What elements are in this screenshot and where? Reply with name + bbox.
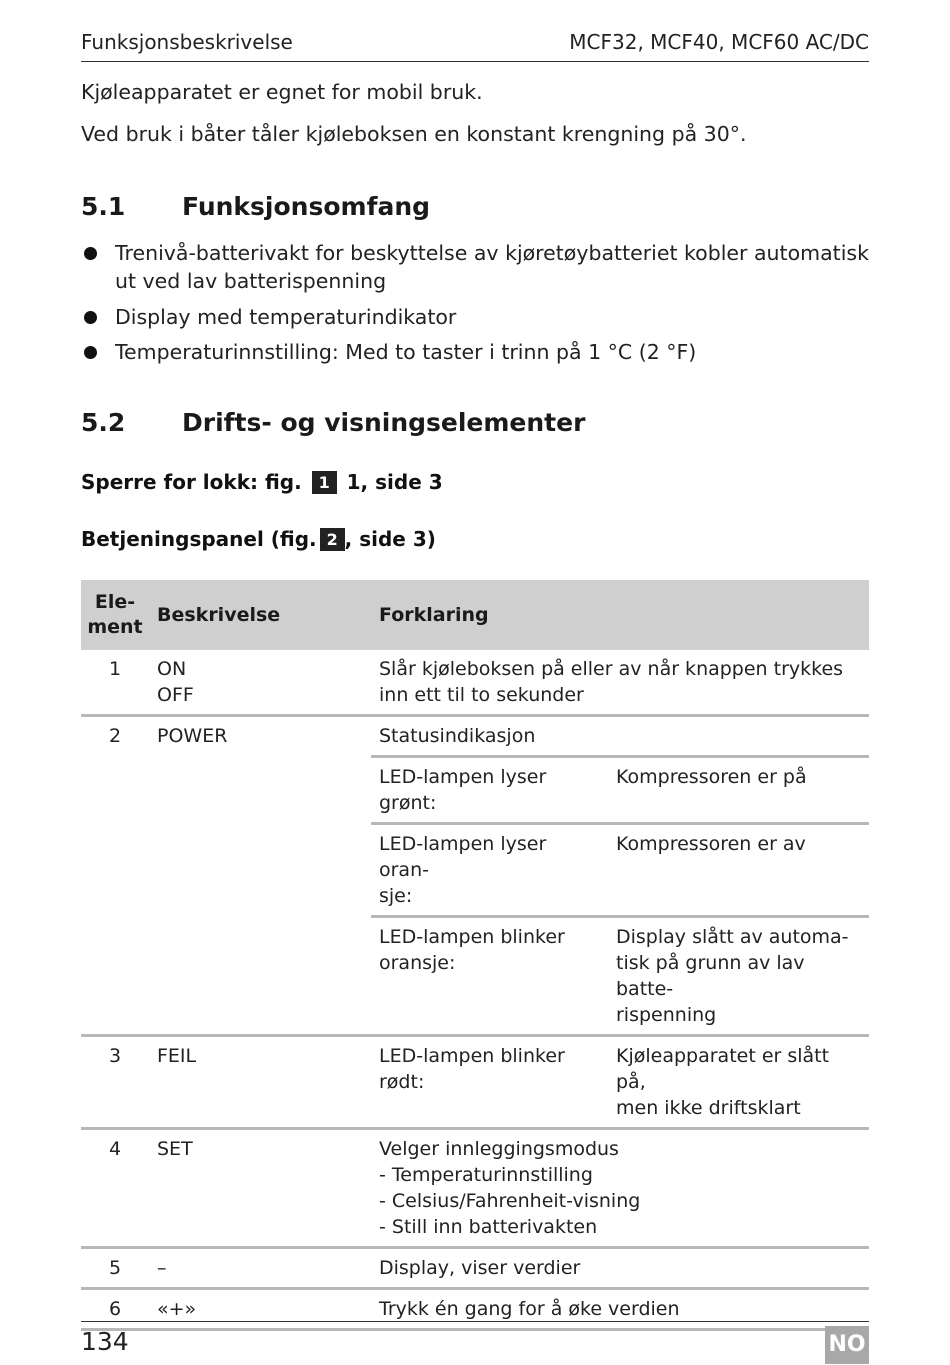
led-meaning: Kompressoren er av	[608, 824, 869, 917]
element-description: –	[149, 1248, 371, 1289]
table-row	[81, 716, 869, 757]
bullet-icon	[84, 346, 97, 359]
element-description: ON OFF	[149, 650, 371, 716]
led-state: LED-lampen lyser grønt:	[371, 757, 608, 824]
bullet-text: Trenivå-batterivakt for beskyttelse av kjøretøybatteriet kobler automatisk ut ved lav batterispenning	[115, 241, 869, 293]
figure-number-badge: 1	[312, 471, 337, 494]
element-number: 6	[81, 1289, 149, 1330]
bullet-icon	[84, 247, 97, 260]
page-number: 134	[81, 1327, 129, 1356]
led-state: LED-lampen lyser oran- sje:	[371, 824, 608, 917]
table-row	[81, 1129, 869, 1248]
table-row	[81, 1036, 869, 1129]
page-footer	[81, 1321, 869, 1365]
bullet-text: Display med temperaturindikator	[115, 305, 457, 329]
header-model: MCF32, MCF40, MCF60 AC/DC	[569, 30, 869, 54]
led-meaning: Display slått av automa- tisk på grunn av lav batte- rispenning	[608, 917, 869, 1036]
column-header-description: Beskrivelse	[149, 580, 371, 650]
element-explanation: Velger innleggingsmodus - Temperaturinnstilling - Celsius/Fahrenheit-visning - Still inn batterivakten	[371, 1129, 869, 1248]
element-explanation: Statusindikasjon	[371, 716, 869, 757]
element-explanation: Slår kjøleboksen på eller av når knappen trykkes inn ett til to sekunder	[371, 650, 869, 716]
element-description: FEIL	[149, 1036, 371, 1129]
element-explanation: Display, viser verdier	[371, 1248, 869, 1289]
column-header-explanation: Forklaring	[371, 580, 869, 650]
control-elements-table	[81, 580, 869, 1331]
led-state: LED-lampen blinker oransje:	[371, 917, 608, 1036]
element-description: POWER	[149, 716, 371, 1036]
element-explanation: Trykk én gang for å øke verdien	[371, 1289, 869, 1330]
element-number: 4	[81, 1129, 149, 1248]
element-number: 3	[81, 1036, 149, 1129]
bullet-icon	[84, 311, 97, 324]
subheading-text: Sperre for lokk: fig.	[81, 470, 302, 494]
section-title: Funksjonsomfang	[182, 192, 431, 221]
subheading-lid-lock	[81, 470, 443, 494]
intro-paragraph-2: Ved bruk i båter tåler kjøleboksen en konstant krengning på 30°.	[81, 122, 747, 146]
subheading-text: 1, side 3	[346, 470, 443, 494]
subheading-text: , side 3)	[344, 527, 436, 551]
element-number: 5	[81, 1248, 149, 1289]
header-chapter: Funksjonsbeskrivelse	[81, 30, 293, 54]
element-number: 1	[81, 650, 149, 716]
table-header-row	[81, 580, 869, 650]
led-meaning: Kompressoren er på	[608, 757, 869, 824]
led-meaning: Kjøleapparatet er slått på, men ikke driftsklart	[608, 1036, 869, 1129]
element-description: «+»	[149, 1289, 371, 1330]
column-header-element: Ele- ment	[81, 580, 149, 650]
subheading-control-panel	[81, 527, 436, 551]
language-tab: NO	[825, 1326, 869, 1364]
subheading-text: Betjeningspanel (fig.	[81, 527, 317, 551]
intro-paragraph-1: Kjøleapparatet er egnet for mobil bruk.	[81, 80, 483, 104]
table-row	[81, 650, 869, 716]
figure-number-badge: 2	[320, 528, 345, 551]
section-number: 5.2	[81, 408, 126, 437]
bullet-text: Temperaturinnstilling: Med to taster i trinn på 1 °C (2 °F)	[115, 340, 697, 364]
section-title: Drifts- og visningselementer	[182, 408, 586, 437]
section-number: 5.1	[81, 192, 126, 221]
element-description: SET	[149, 1129, 371, 1248]
element-number: 2	[81, 716, 149, 1036]
led-state: LED-lampen blinker rødt:	[371, 1036, 608, 1129]
table-row	[81, 1248, 869, 1289]
running-header	[81, 30, 869, 62]
